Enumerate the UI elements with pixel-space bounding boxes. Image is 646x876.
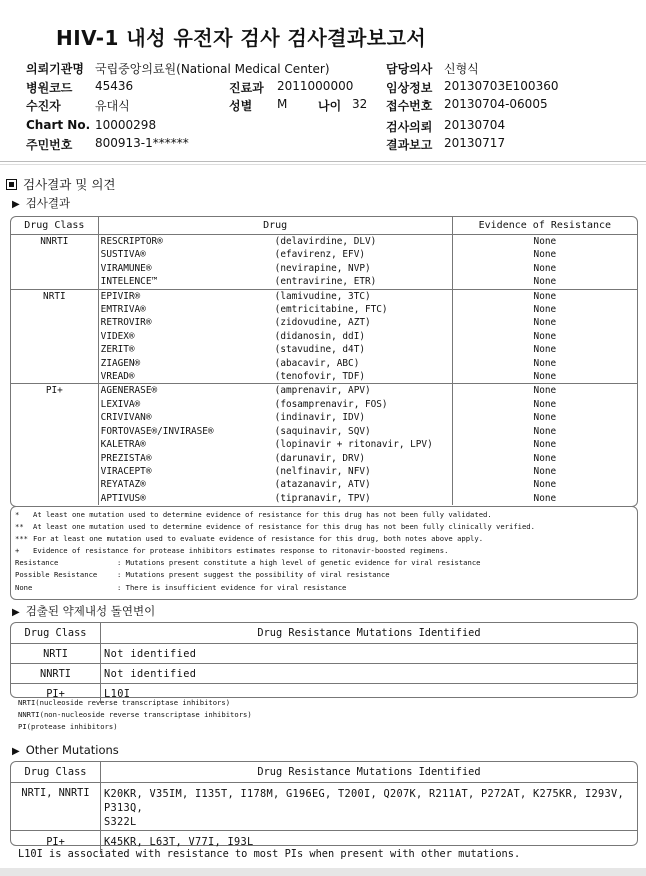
- field-value: 20130703E100360: [444, 79, 559, 93]
- evidence-cell: None: [533, 357, 557, 369]
- definition-term: Resistance: [15, 558, 59, 568]
- column-header: Drug Class: [11, 623, 101, 644]
- field-label: 주민번호: [26, 138, 73, 152]
- drug-cell: [98, 303, 452, 316]
- field-value: 45436: [95, 79, 134, 93]
- field-label: 수진자: [26, 99, 61, 113]
- abbreviations: [18, 697, 252, 733]
- drug-brand-name: KALETRA®: [100, 439, 146, 451]
- field-value: 20130717: [444, 136, 506, 150]
- table-row: [11, 357, 637, 370]
- mutation-line: S322L: [104, 816, 137, 828]
- drug-cell: [98, 492, 452, 505]
- drug-class-cell: NRTI: [11, 644, 101, 664]
- drug-cell: [98, 384, 452, 398]
- field-value: 신형식: [444, 62, 479, 76]
- drug-generic-name: (zidovudine, AZT): [274, 317, 371, 329]
- mutation-line: K45KR, L63T, V77I, I93L: [104, 836, 254, 848]
- drug-cell: [98, 357, 452, 370]
- drug-brand-name: VIRAMUNE®: [100, 262, 152, 274]
- table-header-row: [11, 623, 637, 644]
- field-label: 진료과: [229, 81, 264, 95]
- evidence-cell: None: [533, 262, 557, 274]
- results-heading: ▶ 검사결과: [12, 196, 71, 210]
- footnote-text: At least one mutation used to determine evidence of resistance for this drug has not been fully clinically verified.: [33, 522, 535, 532]
- drug-generic-name: (lamivudine, 3TC): [274, 290, 371, 302]
- field-value: 32: [352, 97, 368, 111]
- drug-cell: [98, 235, 452, 249]
- field-value: 20130704: [444, 118, 506, 132]
- detected-table-box: [10, 622, 638, 698]
- field-value: 800913-1******: [95, 136, 189, 150]
- drug-cell: [98, 370, 452, 384]
- results-table-box: [10, 216, 638, 507]
- table-row: [11, 316, 637, 329]
- mutations-cell: Not identified: [101, 664, 638, 684]
- field-label: 검사의뢰: [386, 120, 433, 134]
- table-row: [11, 438, 637, 451]
- evidence-cell: None: [452, 275, 637, 289]
- table-row: [11, 398, 637, 411]
- definition: [15, 582, 535, 594]
- other-table-box: [10, 761, 638, 846]
- evidence-cell: None: [533, 385, 557, 397]
- table-header-row: [11, 217, 637, 235]
- drug-class-cell: NRTI: [11, 289, 98, 384]
- table-row: [11, 248, 637, 261]
- drug-class-cell: NRTI, NNRTI: [11, 783, 101, 831]
- column-header: Evidence of Resistance: [452, 217, 637, 235]
- field-label: 의뢰기관명: [26, 62, 84, 76]
- footnotes: [15, 509, 535, 594]
- section-heading: 검사결과 및 의견: [6, 175, 115, 193]
- drug-cell: [98, 478, 452, 491]
- header-divider: [0, 164, 646, 165]
- drug-cell: [98, 411, 452, 424]
- drug-generic-name: (emtricitabine, FTC): [274, 304, 388, 316]
- drug-brand-name: RESCRIPTOR®: [100, 236, 163, 247]
- drug-brand-name: REYATAZ®: [100, 479, 146, 491]
- mutations-cell: Not identified: [101, 644, 638, 664]
- field-label: 나이: [318, 99, 342, 113]
- evidence-cell: None: [533, 492, 557, 504]
- definition-text: : Mutations present suggest the possibility of viral resistance: [117, 570, 390, 580]
- drug-class-cell: NNRTI: [11, 235, 98, 290]
- footnote-text: At least one mutation used to determine evidence of resistance for this drug has not been fully validated.: [33, 510, 492, 519]
- drug-brand-name: INTELENCE™: [100, 276, 158, 288]
- table-row: [11, 478, 637, 491]
- drug-generic-name: (indinavir, IDV): [274, 412, 365, 424]
- evidence-cell: None: [533, 479, 557, 491]
- table-row: [11, 235, 637, 249]
- evidence-cell: None: [533, 439, 557, 451]
- table-row: [11, 411, 637, 424]
- drug-generic-name: (fosamprenavir, FOS): [274, 398, 388, 410]
- final-note: L10I is associated with resistance to most PIs when present with other mutations.: [18, 848, 521, 860]
- abbreviation: NRTI(nucleoside reverse transcriptase inhibitors): [18, 698, 231, 707]
- field-label: 접수번호: [386, 99, 433, 113]
- column-header: Drug: [98, 217, 452, 235]
- drug-brand-name: VREAD®: [100, 371, 135, 383]
- footnote-text: Evidence of resistance for protease inhibitors estimates response to ritonavir-boosted regimens.: [33, 546, 449, 556]
- evidence-cell: None: [533, 465, 557, 477]
- definition-term: Possible Resistance: [15, 570, 98, 580]
- report-title: HIV-1 내성 유전자 검사 검사결과보고서: [56, 26, 427, 50]
- drug-generic-name: (abacavir, ABC): [274, 357, 360, 369]
- table-row: [11, 330, 637, 343]
- field-value: 20130704-06005: [444, 97, 548, 111]
- field-label: 담당의사: [386, 62, 433, 76]
- mutations-cell: L10I: [104, 687, 131, 700]
- field-value: 국립중앙의료원(National Medical Center): [95, 62, 330, 76]
- field-label: Chart No.: [26, 118, 91, 132]
- drug-brand-name: ZIAGEN®: [100, 357, 141, 369]
- detected-heading: ▶ 검출된 약제내성 돌연변이: [12, 604, 156, 618]
- drug-class-cell: PI+: [11, 384, 98, 505]
- drug-class-cell: PI+: [11, 831, 101, 855]
- drug-cell: [98, 425, 452, 438]
- mutations-cell: [101, 783, 638, 831]
- evidence-cell: None: [533, 330, 557, 342]
- drug-brand-name: VIDEX®: [100, 330, 135, 342]
- table-row: [11, 783, 637, 831]
- definition-text: : There is insufficient evidence for viral resistance: [117, 582, 347, 592]
- drug-generic-name: (atazanavir, ATV): [274, 479, 371, 491]
- table-row: [11, 262, 637, 275]
- drug-cell: [98, 465, 452, 478]
- footnote: [15, 533, 535, 545]
- drug-generic-name: (efavirenz, EFV): [274, 249, 365, 261]
- drug-cell: [98, 289, 452, 303]
- drug-generic-name: (stavudine, d4T): [274, 344, 365, 356]
- drug-brand-name: SUSTIVA®: [100, 249, 146, 261]
- drug-brand-name: ZERIT®: [100, 344, 135, 356]
- footnote-mark: +: [15, 546, 20, 556]
- drug-brand-name: EPIVIR®: [100, 290, 141, 302]
- footnote-mark: ***: [15, 534, 28, 544]
- detected-mutations-table: [11, 623, 637, 703]
- drug-brand-name: APTIVUS®: [100, 492, 146, 504]
- abbreviation: PI(protease inhibitors): [18, 722, 118, 732]
- footnote-text: For at least one mutation used to evaluate evidence of resistance for this drug, both notes above apply.: [33, 534, 484, 544]
- column-header: Drug Class: [11, 762, 101, 783]
- drug-cell: [98, 452, 452, 465]
- table-row: [11, 275, 637, 289]
- field-label: 병원코드: [26, 81, 73, 95]
- notes-box: [10, 506, 638, 600]
- evidence-cell: None: [533, 452, 557, 464]
- definition: [15, 557, 535, 569]
- drug-generic-name: (didanosin, ddI): [274, 330, 365, 342]
- drug-brand-name: AGENERASE®: [100, 385, 158, 397]
- drug-class-cell: PI+: [11, 684, 101, 704]
- evidence-cell: None: [533, 236, 557, 247]
- evidence-cell: None: [533, 249, 557, 261]
- footnote: [15, 521, 535, 533]
- drug-generic-name: (nevirapine, NVP): [274, 262, 371, 274]
- drug-generic-name: (nelfinavir, NFV): [274, 465, 371, 477]
- drug-cell: [98, 398, 452, 411]
- square-bullet-icon: [6, 179, 17, 190]
- evidence-cell: None: [533, 412, 557, 424]
- drug-cell: [98, 275, 452, 289]
- evidence-cell: None: [533, 425, 557, 437]
- table-row: [11, 664, 637, 684]
- drug-generic-name: (entravirine, ETR): [274, 276, 377, 288]
- evidence-cell: None: [452, 370, 637, 384]
- header-divider: [0, 161, 646, 162]
- other-heading: ▶ Other Mutations: [12, 743, 119, 757]
- table-row: [11, 425, 637, 438]
- field-label: 결과보고: [386, 138, 433, 152]
- table-row: [11, 289, 637, 303]
- drug-generic-name: (tipranavir, TPV): [274, 492, 371, 504]
- drug-cell: [98, 316, 452, 329]
- drug-brand-name: VIRACEPT®: [100, 465, 152, 477]
- drug-cell: [98, 438, 452, 451]
- drug-resistance-table: [11, 217, 637, 505]
- table-row: [11, 343, 637, 356]
- drug-generic-name: (saquinavir, SQV): [274, 425, 371, 437]
- triangle-bullet-icon: ▶: [12, 607, 20, 618]
- drug-class-cell: NNRTI: [11, 664, 101, 684]
- abbreviation: NNRTI(non-nucleoside reverse transcriptase inhibitors): [18, 710, 252, 720]
- drug-generic-name: (darunavir, DRV): [274, 452, 365, 464]
- triangle-bullet-icon: ▶: [12, 199, 20, 210]
- footnote-mark: **: [15, 522, 24, 532]
- field-value: 2011000000: [277, 79, 354, 93]
- footnote: [15, 509, 535, 521]
- table-row: [11, 492, 637, 505]
- column-header: Drug Resistance Mutations Identified: [101, 762, 638, 783]
- field-value: 10000298: [95, 118, 157, 132]
- drug-cell: [98, 248, 452, 261]
- drug-brand-name: RETROVIR®: [100, 317, 152, 329]
- field-label: 임상정보: [386, 81, 433, 95]
- evidence-cell: None: [533, 317, 557, 329]
- field-value: 유대식: [95, 99, 130, 113]
- evidence-cell: None: [533, 344, 557, 356]
- footnote-mark: *: [15, 510, 20, 519]
- table-header-row: [11, 762, 637, 783]
- definition-term: None: [15, 582, 33, 592]
- other-mutations-table: [11, 762, 637, 854]
- triangle-bullet-icon: ▶: [12, 746, 20, 757]
- evidence-cell: None: [533, 398, 557, 410]
- column-header: Drug Resistance Mutations Identified: [101, 623, 638, 644]
- table-row: [11, 452, 637, 465]
- drug-brand-name: CRIVIVAN®: [100, 412, 152, 424]
- mutation-line: K20KR, V35IM, I135T, I178M, G196EG, T200I, Q207K, R211AT, P272AT, K275KR, I293V, P313Q,: [104, 788, 624, 814]
- drug-brand-name: PREZISTA®: [100, 452, 152, 464]
- table-row: [11, 465, 637, 478]
- field-label: 성별: [229, 99, 253, 113]
- drug-brand-name: FORTOVASE®/INVIRASE®: [100, 425, 214, 437]
- drug-cell: [98, 262, 452, 275]
- evidence-cell: None: [533, 304, 557, 316]
- table-row: [11, 384, 637, 398]
- table-row: [11, 370, 637, 384]
- drug-cell: [98, 330, 452, 343]
- page-bottom-bar: [0, 868, 646, 876]
- field-value: M: [277, 97, 288, 111]
- definition: [15, 569, 535, 581]
- drug-generic-name: (delavirdine, DLV): [274, 236, 377, 247]
- table-row: [11, 303, 637, 316]
- drug-generic-name: (amprenavir, APV): [274, 385, 371, 397]
- evidence-cell: None: [533, 290, 557, 302]
- drug-brand-name: LEXIVA®: [100, 398, 141, 410]
- drug-generic-name: (lopinavir + ritonavir, LPV): [274, 439, 433, 451]
- drug-generic-name: (tenofovir, TDF): [274, 371, 365, 383]
- footnote: [15, 545, 535, 557]
- drug-brand-name: EMTRIVA®: [100, 304, 146, 316]
- table-row: [11, 644, 637, 664]
- drug-cell: [98, 343, 452, 356]
- definition-text: : Mutations present constitute a high level of genetic evidence for viral resistance: [117, 558, 481, 568]
- column-header: Drug Class: [11, 217, 98, 235]
